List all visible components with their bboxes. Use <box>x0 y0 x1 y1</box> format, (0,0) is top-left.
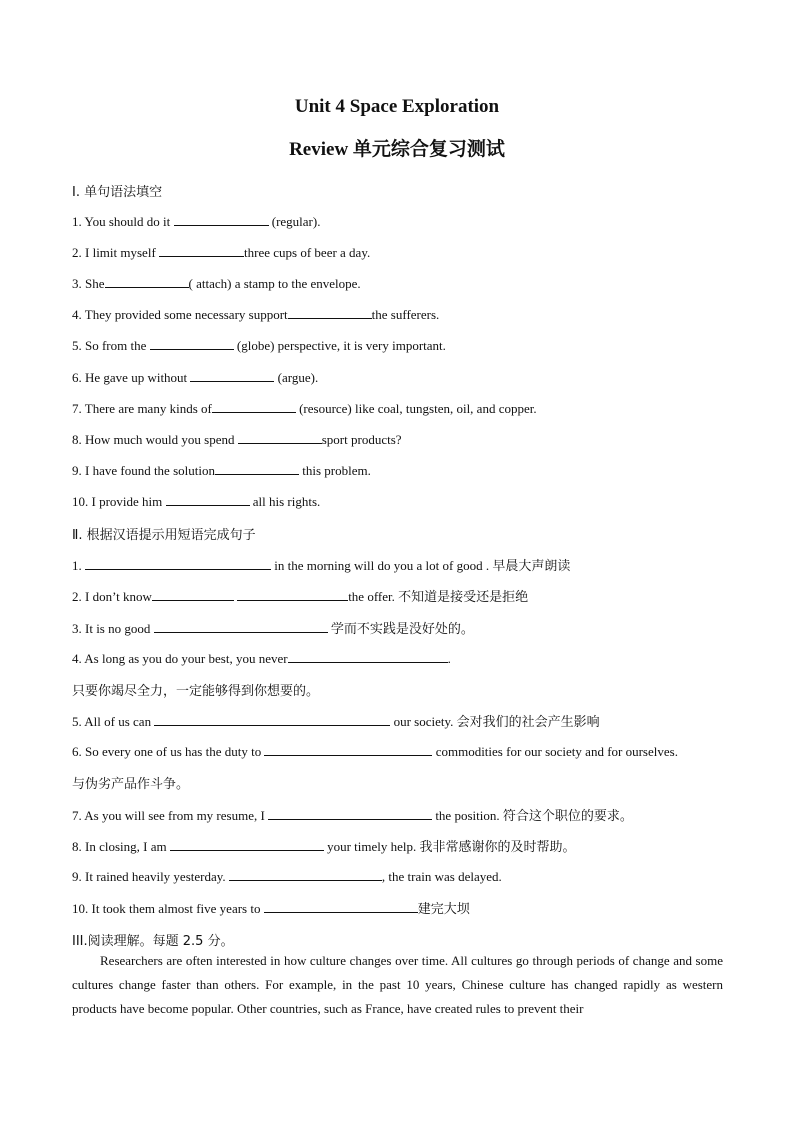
answer-blank[interactable] <box>229 867 382 881</box>
answer-blank[interactable] <box>152 587 234 601</box>
document-subtitle: Review 单元综合复习测试 <box>289 139 505 160</box>
s2-question-2: 2. I don’t know the offer. 不知道是接受还是拒绝 <box>72 589 529 605</box>
s2-question-9: 9. It rained heavily yesterday. , the train was delayed. <box>72 869 502 884</box>
answer-blank[interactable] <box>170 837 324 851</box>
section2-heading: Ⅱ. 根据汉语提示用短语完成句子 <box>72 528 256 543</box>
answer-blank[interactable] <box>212 399 296 413</box>
s2-question-3: 3. It is no good 学而不实践是没好处的。 <box>72 621 474 637</box>
answer-blank[interactable] <box>174 212 269 226</box>
s2-question-7: 7. As you will see from my resume, I the position. 符合这个职位的要求。 <box>72 808 633 824</box>
answer-blank[interactable] <box>237 587 348 601</box>
s2-question-5: 5. All of us can our society. 会对我们的社会产生影响 <box>72 714 600 730</box>
s2-question-1: 1. in the morning will do you a lot of good . 早晨大声朗读 <box>72 558 571 574</box>
s1-question-10: 10. I provide him all his rights. <box>72 494 321 509</box>
s1-question-8: 8. How much would you spend sport products? <box>72 432 402 447</box>
s1-question-1: 1. You should do it (regular). <box>72 214 321 229</box>
answer-blank[interactable] <box>238 430 322 444</box>
s1-question-7: 7. There are many kinds of (resource) like coal, tungsten, oil, and copper. <box>72 401 537 416</box>
answer-blank[interactable] <box>159 243 244 257</box>
s1-question-3: 3. She ( attach) a stamp to the envelope. <box>72 276 361 291</box>
answer-blank[interactable] <box>264 742 432 756</box>
s1-question-6: 6. He gave up without (argue). <box>72 370 319 385</box>
answer-blank[interactable] <box>154 619 328 633</box>
answer-blank[interactable] <box>190 368 274 382</box>
s1-question-9: 9. I have found the solution this problem. <box>72 463 371 478</box>
answer-blank[interactable] <box>150 336 234 350</box>
s2-question-4: 4. As long as you do your best, you never . <box>72 651 451 666</box>
answer-blank[interactable] <box>85 556 271 570</box>
section3-heading: III.阅读理解。每题 2.5 分。 <box>72 934 234 949</box>
answer-blank[interactable] <box>264 899 418 913</box>
answer-blank[interactable] <box>105 274 189 288</box>
s2-question-8: 8. In closing, I am your timely help. 我非常感谢你的及时帮助。 <box>72 839 576 855</box>
s1-question-4: 4. They provided some necessary support the sufferers. <box>72 307 440 322</box>
s2-question-4-chinese: 只要你竭尽全力，一定能够得到你想要的。 <box>72 684 320 699</box>
s1-question-5: 5. So from the (globe) perspective, it is very important. <box>72 338 446 353</box>
s2-question-6-chinese: 与伪劣产品作斗争。 <box>72 777 190 792</box>
section1-heading: Ⅰ. 单句语法填空 <box>72 185 163 200</box>
answer-blank[interactable] <box>166 492 250 506</box>
answer-blank[interactable] <box>288 305 372 319</box>
reading-passage: Researchers are often interested in how culture changes over time. All cultures go through periods of change and some cultures change faster than others. For example, in the past 10 years, Chinese culture has changed rapidly as western products have become popular. Other countries, such as France, have created rules to prevent their <box>72 953 723 1016</box>
answer-blank[interactable] <box>215 461 299 475</box>
s1-question-2: 2. I limit myself three cups of beer a day. <box>72 245 371 260</box>
answer-blank[interactable] <box>268 806 432 820</box>
s2-question-6: 6. So every one of us has the duty to commodities for our society and for ourselves. <box>72 744 678 759</box>
s2-question-10: 10. It took them almost five years to 建完大坝 <box>72 901 470 917</box>
answer-blank[interactable] <box>154 712 390 726</box>
answer-blank[interactable] <box>288 649 448 663</box>
document-title: Unit 4 Space Exploration <box>294 96 500 117</box>
